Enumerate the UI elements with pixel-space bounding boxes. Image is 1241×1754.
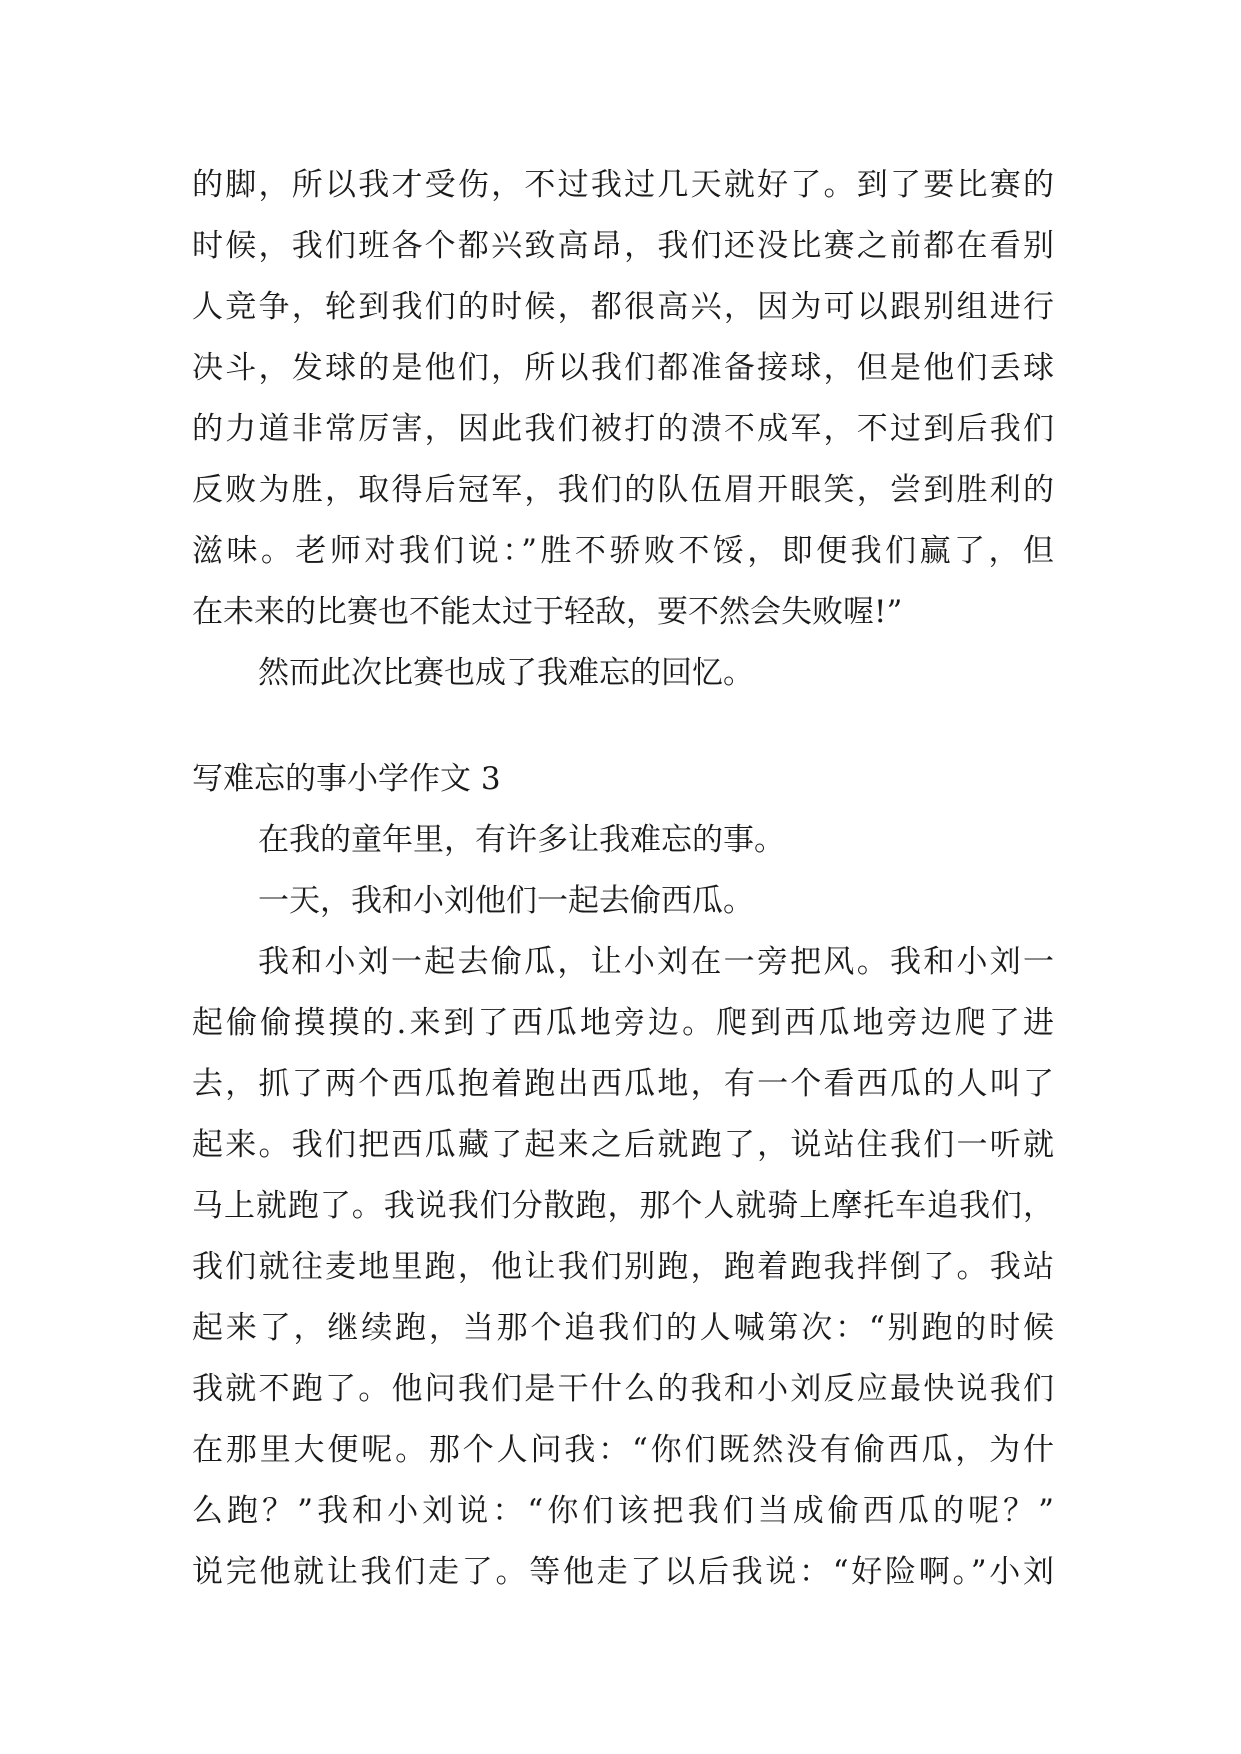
paragraph-line: 时候，我们班各个都兴致高昂，我们还没比赛之前都在看别 bbox=[192, 228, 1054, 264]
paragraph-line: 的力道非常厉害，因此我们被打的溃不成军，不过到后我们 bbox=[192, 411, 1054, 447]
paragraph-line: 么跑？”我和小刘说：“你们该把我们当成偷西瓜的呢？” bbox=[192, 1493, 1054, 1529]
paragraph-line: 决斗，发球的是他们，所以我们都准备接球，但是他们丢球 bbox=[192, 350, 1054, 386]
paragraph-line: 人竞争，轮到我们的时候，都很高兴，因为可以跟别组进行 bbox=[192, 289, 1054, 325]
paragraph-line: 反败为胜，取得后冠军，我们的队伍眉开眼笑，尝到胜利的 bbox=[192, 472, 1054, 508]
paragraph-line: 马上就跑了。我说我们分散跑，那个人就骑上摩托车追我们， bbox=[192, 1188, 1054, 1224]
closing-paragraph: 然而此次比赛也成了我难忘的回忆。 bbox=[258, 655, 754, 691]
intro-paragraph: 一天，我和小刘他们一起去偷西瓜。 bbox=[258, 883, 754, 919]
paragraph-line: 说完他就让我们走了。等他走了以后我说：“好险啊。”小刘 bbox=[192, 1554, 1054, 1590]
paragraph-line: 在未来的比赛也不能太过于轻敌，要不然会失败喔!” bbox=[192, 594, 903, 630]
paragraph-line: 滋味。老师对我们说：”胜不骄败不馁，即便我们赢了，但 bbox=[192, 533, 1054, 569]
paragraph-line: 我和小刘一起去偷瓜，让小刘在一旁把风。我和小刘一 bbox=[258, 944, 1054, 980]
paragraph-line: 起来了，继续跑，当那个追我们的人喊第次：“别跑的时候 bbox=[192, 1310, 1054, 1346]
paragraph-line: 在那里大便呢。那个人问我：“你们既然没有偷西瓜，为什 bbox=[192, 1432, 1054, 1468]
paragraph-line: 的脚，所以我才受伤，不过我过几天就好了。到了要比赛的 bbox=[192, 167, 1054, 203]
paragraph-line: 起来。我们把西瓜藏了起来之后就跑了，说站住我们一听就 bbox=[192, 1127, 1054, 1163]
paragraph-line: 我们就往麦地里跑，他让我们别跑，跑着跑我拌倒了。我站 bbox=[192, 1249, 1054, 1285]
paragraph-line: 起偷偷摸摸的.来到了西瓜地旁边。爬到西瓜地旁边爬了进 bbox=[192, 1005, 1054, 1041]
paragraph-line: 我就不跑了。他问我们是干什么的我和小刘反应最快说我们 bbox=[192, 1371, 1054, 1407]
intro-paragraph: 在我的童年里，有许多让我难忘的事。 bbox=[258, 822, 785, 858]
paragraph-line: 去，抓了两个西瓜抱着跑出西瓜地，有一个看西瓜的人叫了 bbox=[192, 1066, 1054, 1102]
section-title: 写难忘的事小学作文 3 bbox=[192, 761, 501, 797]
